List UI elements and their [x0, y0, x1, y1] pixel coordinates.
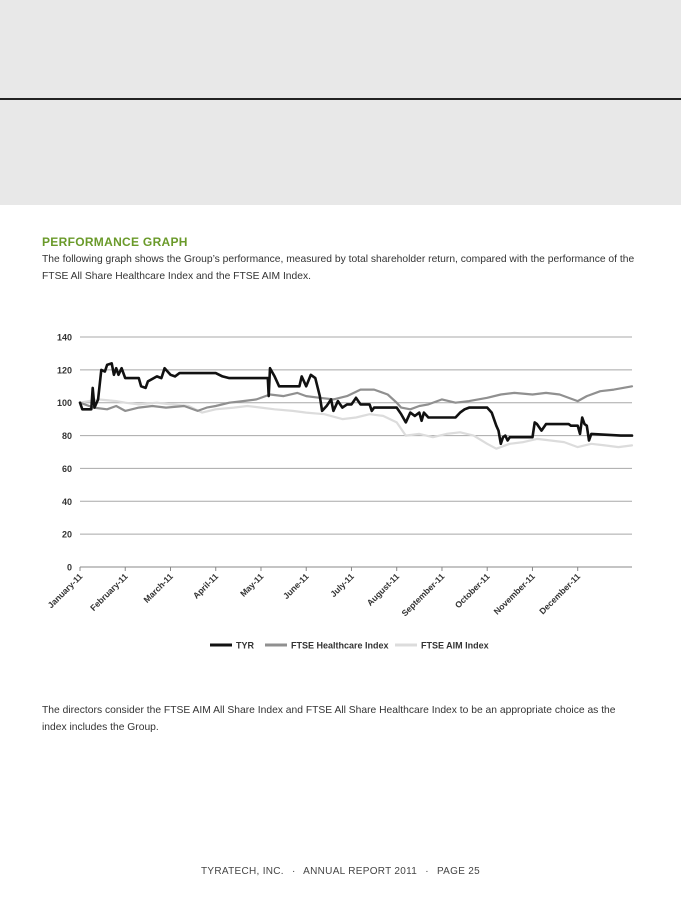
y-tick-label: 140 [56, 332, 72, 343]
y-tick-label: 60 [61, 463, 72, 474]
closing-paragraph: The directors consider the FTSE AIM All Share Index and FTSE All Share Healthcare Index to be an appropriate choice as the index includes the Group. [42, 705, 616, 733]
x-tick-label: September-11 [399, 571, 447, 619]
y-tick-label: 120 [56, 365, 72, 376]
legend-label: FTSE AIM Index [421, 640, 489, 651]
y-tick-label: 100 [56, 398, 72, 409]
y-tick-label: 0 [66, 562, 72, 573]
performance-chart [0, 320, 681, 660]
x-tick-label: October-11 [452, 571, 492, 611]
footer-separator: · [291, 866, 296, 877]
x-tick-label: February-11 [88, 571, 130, 613]
legend-label: FTSE Healthcare Index [291, 640, 389, 651]
header-rule [0, 98, 681, 100]
chart-legend [210, 641, 489, 651]
y-tick-label: 80 [61, 431, 72, 442]
x-tick-label: March-11 [141, 571, 175, 605]
footer-company: TYRATECH, INC. [200, 866, 284, 877]
x-tick-label: April-11 [190, 571, 221, 601]
footer-page-number: PAGE 25 [436, 866, 481, 877]
x-tick-label: November-11 [491, 571, 537, 617]
footer-separator: · [425, 866, 429, 877]
section-title: PERFORMANCE GRAPH [42, 235, 188, 249]
x-tick-label: July-11 [328, 571, 356, 600]
legend-label: TYR [236, 640, 254, 651]
x-tick-label: May-11 [238, 571, 266, 599]
intro-paragraph: The following graph shows the Group’s performance, measured by total shareholder return, compared with the performance of the FTSE All Share Healthcare Index and the FTSE AIM Index. [42, 254, 635, 282]
y-tick-label: 40 [61, 496, 72, 507]
y-tick-label: 20 [61, 529, 72, 540]
header-band [0, 0, 681, 205]
x-tick-label: January-11 [45, 571, 85, 611]
page-footer [0, 866, 681, 877]
x-tick-label: June-11 [280, 571, 311, 602]
chart-y-ticks [57, 333, 72, 573]
chart-x-ticks [46, 567, 583, 618]
x-tick-label: August-11 [364, 571, 402, 608]
footer-report: ANNUAL REPORT 2011 [303, 866, 418, 877]
x-tick-label: December-11 [537, 571, 583, 617]
